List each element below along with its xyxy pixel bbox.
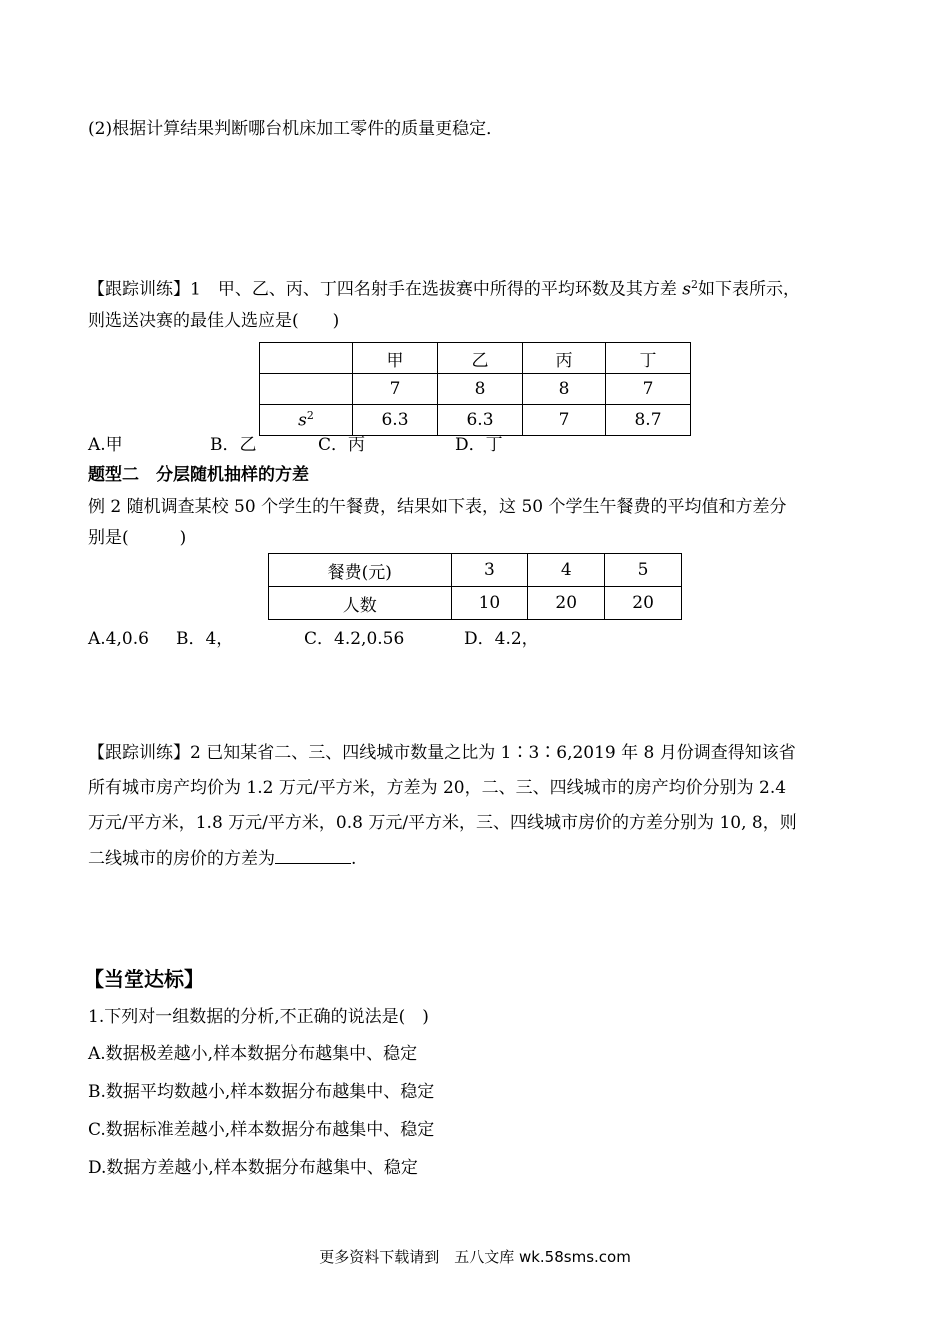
option-b: B．4， xyxy=(176,629,234,649)
shooter-table xyxy=(259,342,691,436)
standard-option-d: D.数据方差越小,样本数据分布越集中、稳定 xyxy=(88,1158,418,1178)
option-b: B．乙 xyxy=(210,435,257,455)
table-row xyxy=(260,405,691,436)
answer-blank xyxy=(275,847,351,864)
variance-symbol: s xyxy=(298,410,307,431)
table-cell: 7 xyxy=(606,374,691,405)
example2-line1: 例 2 随机调查某校 50 个学生的午餐费，结果如下表，这 50 个学生午餐费的平均值和方差分 xyxy=(88,497,787,517)
section-title: 题型二 分层随机抽样的方差 xyxy=(88,465,309,485)
variance-symbol: s xyxy=(682,279,691,300)
example2-line2: 别是( ) xyxy=(88,528,187,548)
table-row xyxy=(260,343,691,374)
lunch-fee-table xyxy=(268,553,682,620)
option-a: A.4,0.6 xyxy=(88,629,149,649)
standard-q1: 1.下列对一组数据的分析,不正确的说法是( ) xyxy=(88,1007,429,1027)
table-cell: 7 xyxy=(353,374,438,405)
table-cell: 餐费(元) xyxy=(269,554,452,587)
track1-line2: 则选送决赛的最佳人选应是( ) xyxy=(88,311,340,331)
table-cell: 乙 xyxy=(438,343,523,374)
table-cell: 5 xyxy=(605,554,682,587)
track2-line4 xyxy=(88,847,356,870)
table-cell: 人数 xyxy=(269,587,452,620)
track1-suffix: 如下表所示， xyxy=(697,279,800,300)
option-a: A.甲 xyxy=(88,435,123,455)
table-cell: 8.7 xyxy=(606,405,691,436)
track2-line2: 所有城市房产均价为 1.2 万元/平方米，方差为 20，二、三、四线城市的房产均价分别为 2.4 xyxy=(88,778,787,798)
table-cell: 8 xyxy=(523,374,606,405)
table-row xyxy=(269,554,682,587)
table-row xyxy=(260,374,691,405)
question-2-text: (2)根据计算结果判断哪台机床加工零件的质量更稳定． xyxy=(88,119,504,139)
track1-prefix: 【跟踪训练】1 甲、乙、丙、丁四名射手在选拔赛中所得的平均环数及其方差 xyxy=(88,279,677,300)
table-cell: 6.3 xyxy=(353,405,438,436)
table-cell xyxy=(260,374,353,405)
table-cell: 10 xyxy=(451,587,528,620)
track2-line4-text: 二线城市的房价的方差为 xyxy=(88,849,275,869)
table-cell: 3 xyxy=(451,554,528,587)
track2-line3: 万元/平方米，1.8 万元/平方米，0.8 万元/平方米，三、四线城市房价的方差分别为 10, 8，则 xyxy=(88,813,797,833)
option-c: C．4.2,0.56 xyxy=(304,629,405,649)
track2-line1: 【跟踪训练】2 已知某省二、三、四线城市数量之比为 1∶3∶6,2019 年 8 月份调查得知该省 xyxy=(88,743,796,763)
option-c: C．丙 xyxy=(318,435,366,455)
option-d: D．丁 xyxy=(455,435,503,455)
standard-option-a: A.数据极差越小,样本数据分布越集中、稳定 xyxy=(88,1044,418,1064)
standard-option-b: B.数据平均数越小,样本数据分布越集中、稳定 xyxy=(88,1082,435,1102)
standard-title: 【当堂达标】 xyxy=(84,967,204,991)
footer-text: 更多资料下载请到 五八文库 wk.58sms.com xyxy=(319,1248,631,1266)
table-row xyxy=(269,587,682,620)
variance-superscript: 2 xyxy=(306,409,314,423)
table-cell: 丁 xyxy=(606,343,691,374)
table-cell xyxy=(260,343,353,374)
table-cell: 4 xyxy=(528,554,605,587)
table-cell: 6.3 xyxy=(438,405,523,436)
table-cell: 甲 xyxy=(353,343,438,374)
table-cell: 20 xyxy=(528,587,605,620)
option-d: D．4.2， xyxy=(464,629,539,649)
table-cell: 丙 xyxy=(523,343,606,374)
table-cell xyxy=(260,405,353,436)
variance-superscript: 2 xyxy=(690,278,698,291)
table-cell: 7 xyxy=(523,405,606,436)
track2-line4-end: . xyxy=(351,849,357,869)
track1-line1 xyxy=(88,274,800,301)
table-cell: 8 xyxy=(438,374,523,405)
standard-option-c: C.数据标准差越小,样本数据分布越集中、稳定 xyxy=(88,1120,435,1140)
table-cell: 20 xyxy=(605,587,682,620)
